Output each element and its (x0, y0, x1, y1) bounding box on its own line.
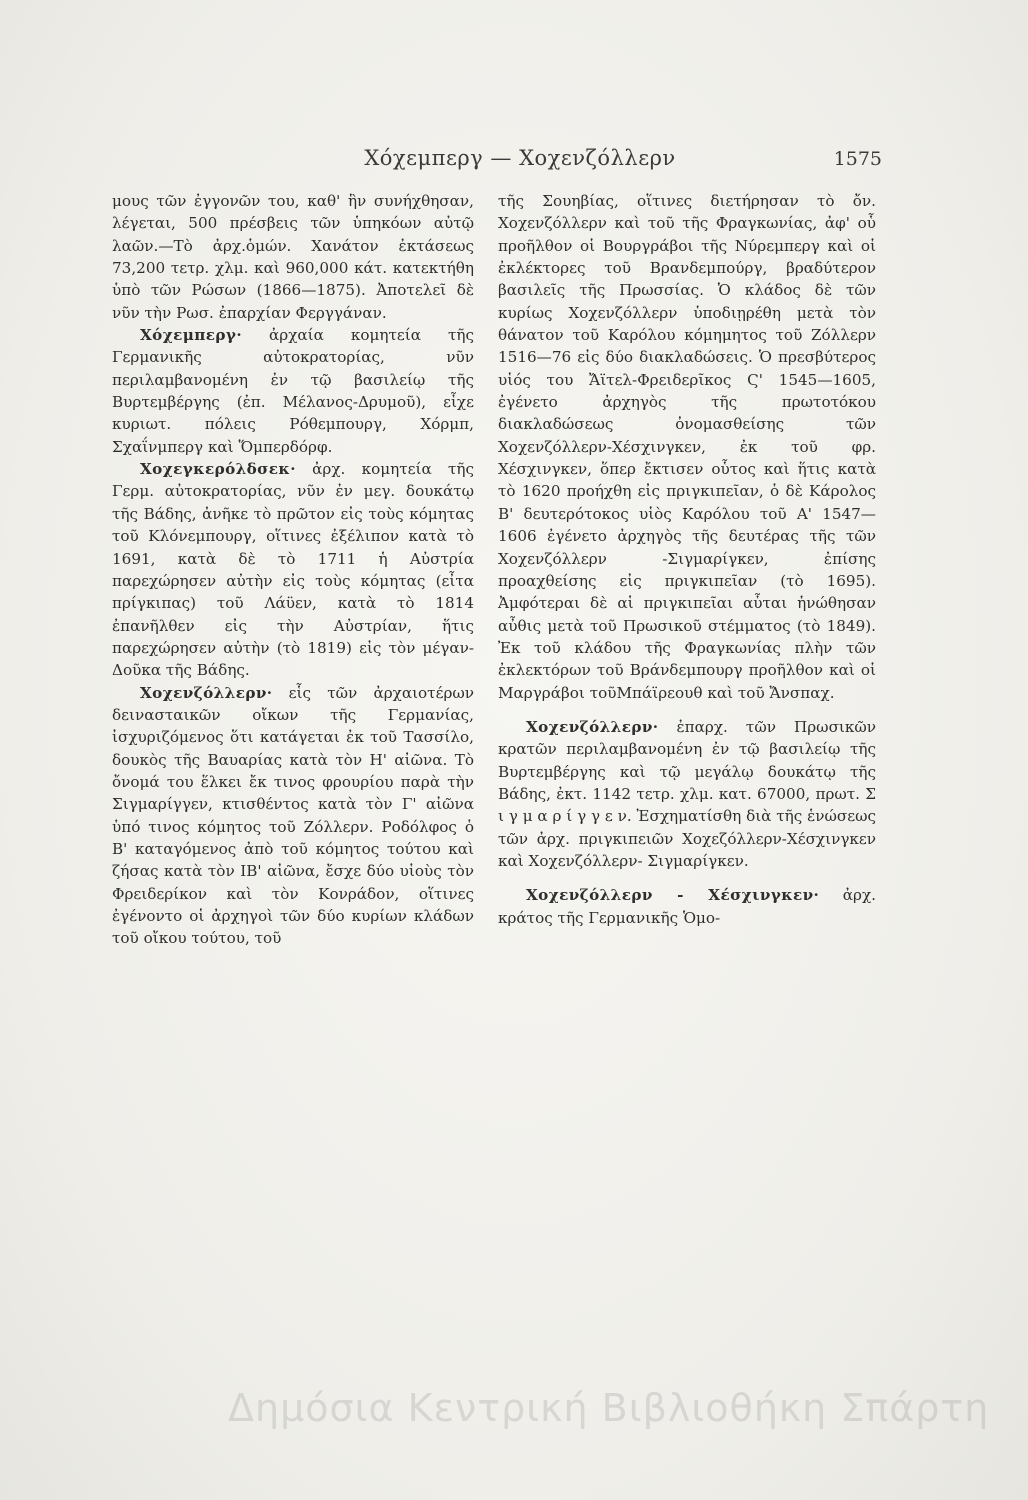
entry-hochengeroldseck (112, 458, 474, 681)
entry-continuation (498, 190, 876, 704)
entry-text: εἷς τῶν ἀρχαιοτέρων δεινασταικῶν οἴκων τῆς Γερμανίας, ἰσχυριζόμενος ὅτι κατάγεται ἐκ τοῦ Τασσίλο, δουκὸς τῆς Βαυαρίας κατὰ τὸν Η' αἰῶνα. Τὸ ὄνομά του ἕλκει ἔκ τινος φρουρίου παρὰ τὴν Σιγμαρίγγεν, κτισθέντος κατὰ τὸν Γ' αἰῶνα ὑπό τινος κόμητος τοῦ Ζόλλερν. Ροδόλφος ὁ Β' καταγόμενος ἀπὸ τοῦ κόμητος τούτου καὶ ζήσας κατὰ τὸν ΙΒ' αἰῶνα, ἔσχε δύο υἱοὺς τὸν Φρειδερίκον καὶ τὸν Κονράδον, οἵτινες ἐγένοντο οἱ ἀρχηγοὶ τῶν δύο κυρίων κλάδων τοῦ οἴκου τούτου, τοῦ (112, 683, 474, 948)
entry-text: ἐπαρχ. τῶν Πρωσικῶν κρατῶν περιλαμβανομένη ἐν τῷ βασιλείῳ τῆς Βυρτεμβέργης καὶ τῷ μεγάλῳ δουκάτῳ τῆς Βάδης, ἐκτ. 1142 τετρ. χλμ. κατ. 67000, πρωτ. Σ ι γ μ α ρ ί γ γ ε ν. Ἐσχηματίσθη διὰ τῆς ἑνώσεως τῶν ἀρχ. πριγκιπειῶν Χοχεζόλλερν-Χέσχινγκεν καὶ Χοχενζόλλερν- Σιγμαρίγκεν. (498, 717, 876, 870)
paragraph-text: τῆς Σουηβίας, οἵτινες διετήρησαν τὸ ὄν. Χοχενζόλλερν καὶ τοῦ τῆς Φραγκωνίας, ἀφ' οὗ προῆλθον οἱ Βουργράβοι τῆς Νύρεμπεργ καὶ οἱ ἐκλέκτορες τοῦ Βρανδεμπούργ, βραδύτερον βασιλεῖς τῆς Πρωσσίας. Ὁ κλάδος δὲ τῶν κυρίως Χοχενζόλλερν ὑποδιῃρέθη μετὰ τὸν θάνατον τοῦ Καρόλου κόμημητος τοῦ Ζόλλερν 1516—76 εἰς δύο διακλαδώσεις. Ὁ πρεσβύτερος υἱός του Ἄϊτελ-Φρειδερῖκος Ϛ' 1545—1605, ἐγένετο ἀρχηγὸς τῆς πρωτοτόκου διακλαδώσεως ὀνομασθείσης τῶν Χοχενζόλλερν-Χέσχινγκεν, ἐκ τοῦ φρ. Χέσχινγκεν, ὅπερ ἔκτισεν οὗτος καὶ ἥτις κατὰ τὸ 1620 προήχθη εἰς πριγκιπεῖαν, ὁ δὲ Κάρολος Β' δευτερότοκος υἱὸς Καρόλου τοῦ Α' 1547—1606 ἐγένετο ἀρχηγὸς τῆς δευτέρας τῆς τῶν Χοχενζόλλερν -Σιγμαρίγκεν, ἐπίσης προαχθείσης εἰς πριγκιπεῖαν (τὸ 1695). Ἀμφότεραι δὲ αἱ πριγκιπεῖαι αὗται ἡνώθησαν αὖθις μετὰ τοῦ Πρωσικοῦ στέμματος (τὸ 1849). Ἐκ τοῦ κλάδου τῆς Φραγκωνίας πλὴν τῶν ἐκλεκτόρων τοῦ Βράνδεμπουργ προῆλθον καὶ οἱ Μαργράβοι τοῦΜπάϊρεουθ καὶ τοῦ Ἄνσπαχ. (498, 192, 876, 702)
paragraph-text: μους τῶν ἐγγονῶν του, καθ' ἣν συνήχθησαν, λέγεται, 500 πρέσβεις τῶν ὑπηκόων αὐτῷ λαῶν.—Τὸ ἀρχ.ὁμών. Χανάτον ἐκτάσεως 73,200 τετρ. χλμ. καὶ 960,000 κάτ. κατεκτήθη ὑπὸ τῶν Ρώσων (1866—1875). Ἀποτελεῖ δὲ νῦν τὴν Ρωσ. ἐπαρχίαν Φεργγάναν. (112, 192, 474, 322)
entry-headword: Χόχεμπεργ· (140, 326, 243, 345)
entry-headword: Χοχεγκερόλδσεκ· (140, 460, 296, 479)
entry-text: ἀρχαία κομητεία τῆς Γερμανικῆς αὐτοκρατορίας, νῦν περιλαμβανομένη ἐν τῷ βασιλείῳ τῆς Βυρτεμβέργης (ἐπ. Μέλανος-Δρυμοῦ), εἶχε κυριωτ. πόλεις Ρόθεμπουργ, Χόρμπ, Σχαΐνμπεργ καὶ Ὅμπερδόρφ. (112, 326, 474, 456)
entry-text: ἀρχ. κομητεία τῆς Γερμ. αὐτοκρατορίας, νῦν ἐν μεγ. δουκάτῳ τῆς Βάδης, ἀνῆκε τὸ πρῶτον εἰς τοὺς κόμητας τοῦ Κλόνεμπουργ, οἵτινες ἐξέλιπον κατὰ τὸ 1691, κατὰ δὲ τὸ 1711 ἡ Αὐστρία παρεχώρησεν αὐτὴν εἰς τοὺς κόμητας (εἶτα πρίγκιπας) τοῦ Λάϋεν, κατὰ τὸ 1814 ἐπανῆλθεν εἰς τὴν Αὐστρίαν, ἥτις παρεχώρησεν αὐτὴν (τὸ 1819) εἰς τὸν μέγαν-Δοῦκα τῆς Βάδης. (112, 460, 474, 680)
library-watermark: Δημόσια Κεντρική Βιβλιοθήκη Σπάρτη (228, 1386, 990, 1430)
entry-hohenzollern-province (498, 716, 876, 872)
entry-hohenzollern (112, 682, 474, 950)
entry-headword: Χοχενζόλλερν - Χέσχινγκεν· (526, 886, 820, 905)
entry-hochemberg (112, 324, 474, 458)
entry-continuation (112, 190, 474, 324)
entry-text: ἀρχ. κράτος τῆς Γερμανικῆς Ὁμο- (498, 886, 876, 927)
entry-hohenzollern-hechingen (498, 884, 876, 929)
page-number: 1575 (833, 148, 882, 170)
entry-headword: Χοχενζόλλερν· (526, 717, 659, 736)
left-column (112, 190, 474, 950)
entry-headword: Χοχενζόλλερν· (140, 683, 273, 702)
right-column (498, 190, 876, 929)
page-header-title: Χόχεμπεργ — Χοχενζόλλερν (364, 146, 676, 170)
